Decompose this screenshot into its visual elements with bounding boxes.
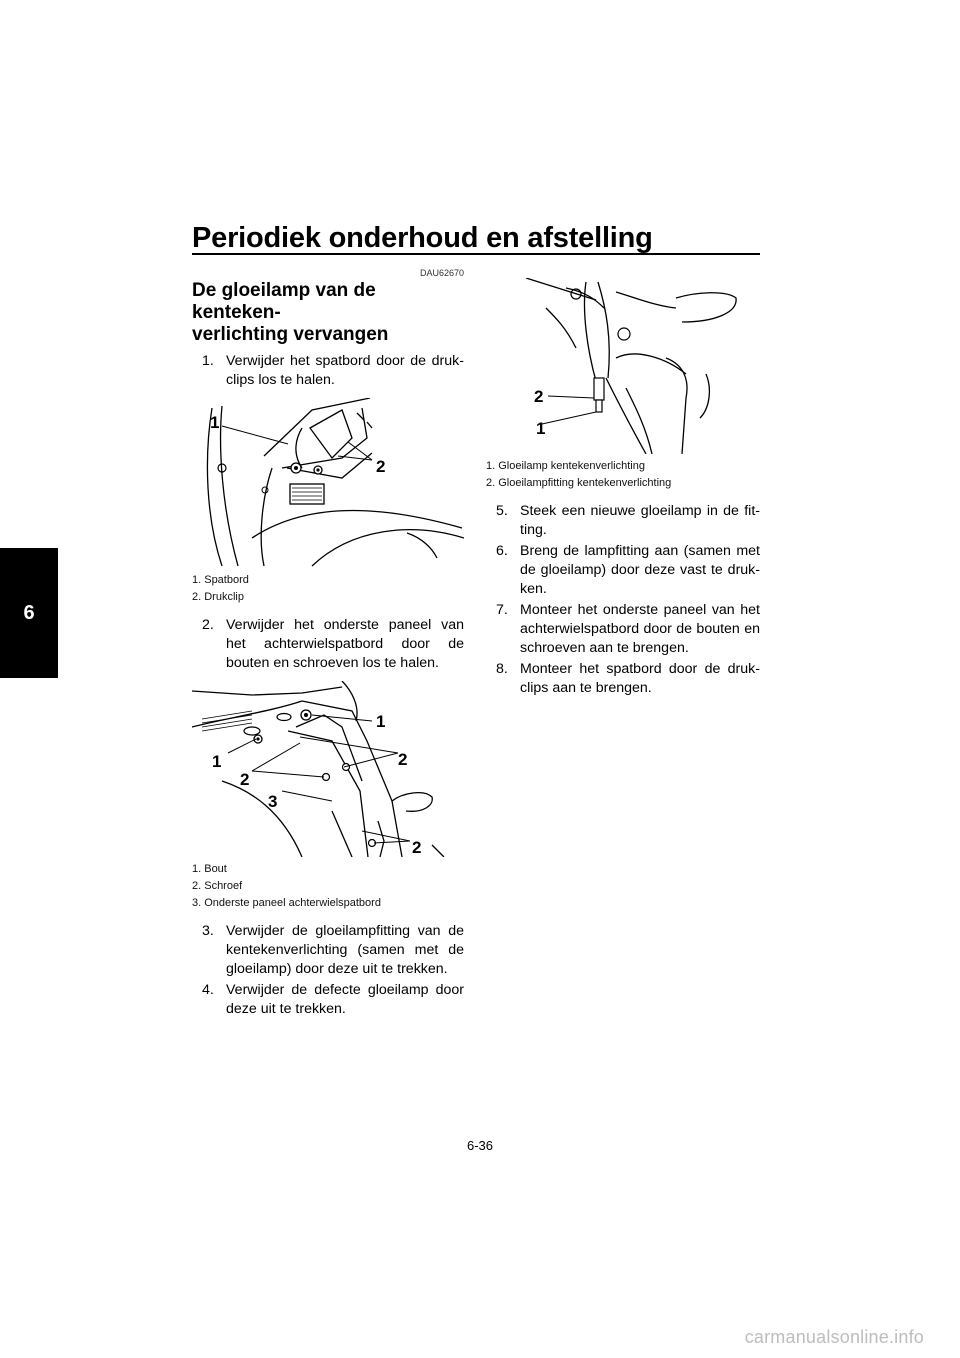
step-item xyxy=(486,502,760,540)
step-number: 1. xyxy=(202,353,214,369)
steps-list-d xyxy=(486,502,760,698)
figure-lower-panel xyxy=(192,681,464,857)
lower-panel-illustration xyxy=(192,681,464,857)
step-item xyxy=(486,601,760,658)
step-number: 2. xyxy=(202,617,214,633)
figure-fender xyxy=(192,398,464,568)
caption-item: 2. Drukclip xyxy=(192,591,244,603)
step-number: 8. xyxy=(496,661,508,677)
step-number: 4. xyxy=(202,982,214,998)
figure-callout-1: 1 xyxy=(212,752,222,771)
right-column xyxy=(486,268,760,700)
figure1-caption xyxy=(192,572,464,606)
step-text: Monteer het onderste paneel van het achterwielspatbord door de bouten en schroeven aan te brengen. xyxy=(520,602,760,656)
steps-list-b xyxy=(192,616,464,673)
page-title: Periodiek onderhoud en afstelling xyxy=(192,222,653,254)
section-title-line1: De gloeilamp van de kenteken- xyxy=(192,280,376,323)
figure-callout-2: 2 xyxy=(376,457,386,476)
step-text: Breng de lampfitting aan (samen met de gloeilamp) door deze vast te druk-ken. xyxy=(520,543,760,597)
figure-callout-1: 1 xyxy=(376,712,386,731)
steps-list-a xyxy=(192,352,464,390)
caption-item: 3. Onderste paneel achterwielspatbord xyxy=(192,897,381,909)
page-number: 6-36 xyxy=(466,1138,494,1153)
figure-callout-2: 2 xyxy=(412,838,422,857)
bulb-illustration xyxy=(486,278,760,454)
step-number: 5. xyxy=(496,503,508,519)
section-title xyxy=(192,280,464,346)
left-column xyxy=(192,268,464,1021)
step-text: Verwijder het spatbord door de druk-clips los te halen. xyxy=(226,353,464,388)
step-number: 3. xyxy=(202,923,214,939)
section-title-line2: verlichting vervangen xyxy=(192,324,389,345)
step-text: Verwijder het onderste paneel van het achterwielspatbord door de bouten en schroeven los te halen. xyxy=(226,617,464,671)
figure-callout-2: 2 xyxy=(398,750,408,769)
step-item xyxy=(486,660,760,698)
caption-item: 2. Schroef xyxy=(192,880,243,892)
figure-callout-1: 1 xyxy=(536,419,546,438)
step-item xyxy=(192,352,464,390)
step-item xyxy=(192,981,464,1019)
step-number: 7. xyxy=(496,602,508,618)
caption-item: 1. Spatbord xyxy=(192,574,249,586)
step-item xyxy=(486,542,760,599)
figure-callout-2: 2 xyxy=(240,770,250,789)
step-text: Monteer het spatbord door de druk-clips aan te brengen. xyxy=(520,661,760,696)
caption-item: 1. Gloeilamp kentekenverlichting xyxy=(486,460,645,472)
figure2-caption xyxy=(192,861,464,912)
step-text: Verwijder de defecte gloeilamp door deze uit te trekken. xyxy=(226,982,464,1017)
figure-callout-1: 1 xyxy=(210,413,220,432)
figure-callout-2: 2 xyxy=(534,387,544,406)
step-item xyxy=(192,922,464,979)
chapter-tab: 6 xyxy=(0,548,58,678)
figure-bulb xyxy=(486,278,760,454)
figure-callout-3: 3 xyxy=(268,792,278,811)
watermark: carmanualsonline.info xyxy=(744,1327,924,1347)
caption-item: 1. Bout xyxy=(192,863,227,875)
step-number: 6. xyxy=(496,543,508,559)
step-text: Steek een nieuwe gloeilamp in de fit-ting. xyxy=(520,503,760,538)
step-text: Verwijder de gloeilampfitting van de kentekenverlichting (samen met de gloeilamp) door deze uit te trekken. xyxy=(226,923,464,977)
figure3-caption xyxy=(486,458,760,492)
fender-illustration xyxy=(192,398,464,568)
steps-list-c xyxy=(192,922,464,1019)
caption-item: 2. Gloeilampfitting kentekenverlichting xyxy=(486,477,672,489)
header-divider xyxy=(192,253,760,255)
step-item xyxy=(192,616,464,673)
document-code: DAU62670 xyxy=(419,268,464,278)
